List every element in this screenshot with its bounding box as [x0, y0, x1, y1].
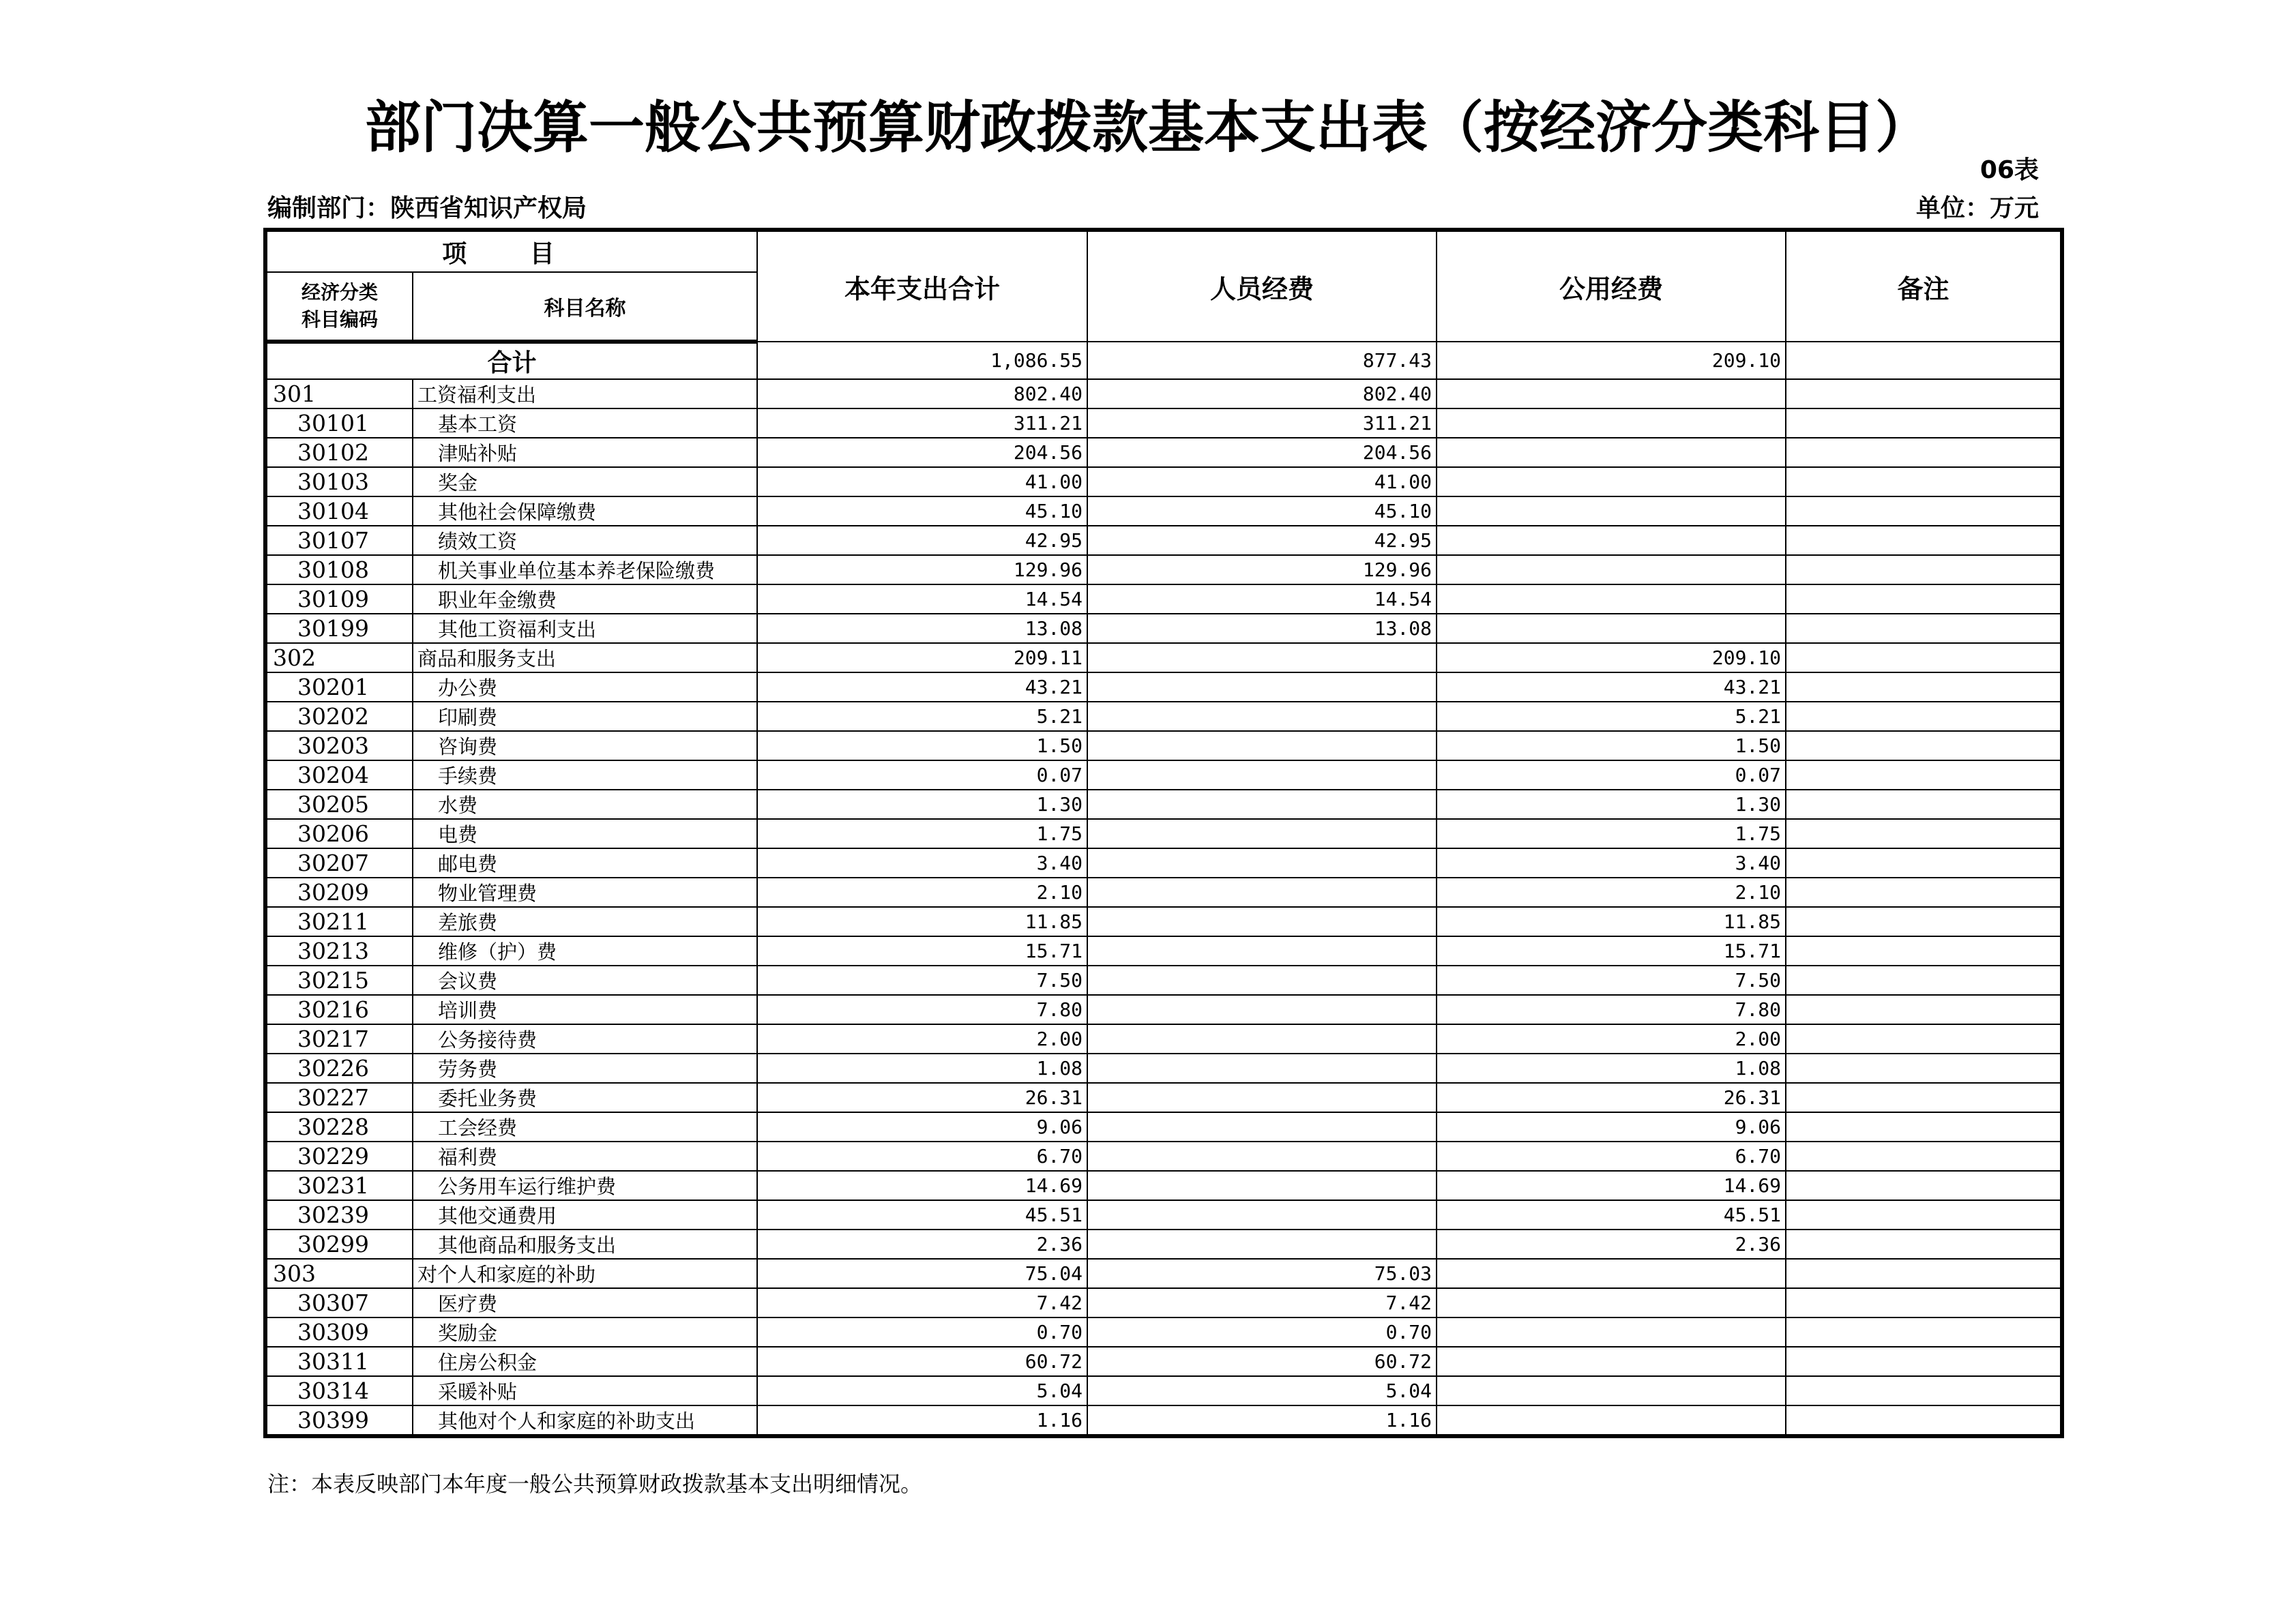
- row-name: 住房公积金: [413, 1347, 757, 1376]
- table-header: [265, 230, 2062, 342]
- row-personnel: [1087, 1083, 1437, 1112]
- row-total: 5.04: [757, 1376, 1087, 1405]
- row-personnel: 311.21: [1087, 408, 1437, 438]
- row-total: 129.96: [757, 555, 1087, 584]
- row-personnel: [1087, 936, 1437, 966]
- row-code: 30202: [265, 702, 413, 731]
- row-personnel: 60.72: [1087, 1347, 1437, 1376]
- row-personnel: [1087, 702, 1437, 731]
- row-personnel: [1087, 907, 1437, 936]
- row-total: 42.95: [757, 526, 1087, 555]
- row-total: 15.71: [757, 936, 1087, 966]
- compiling-department: 编制部门：陕西省知识产权局: [267, 194, 587, 222]
- row-code: 30399: [265, 1405, 413, 1436]
- row-code: 30228: [265, 1112, 413, 1142]
- row-public: [1437, 1288, 1786, 1317]
- row-code: 30107: [265, 526, 413, 555]
- row-remark: [1786, 467, 2062, 496]
- row-code: 30104: [265, 496, 413, 526]
- row-personnel: 129.96: [1087, 555, 1437, 584]
- row-public: 1.75: [1437, 819, 1786, 848]
- row-public: 11.85: [1437, 907, 1786, 936]
- row-total: 1.75: [757, 819, 1087, 848]
- row-name: 物业管理费: [413, 878, 757, 907]
- row-name: 机关事业单位基本养老保险缴费: [413, 555, 757, 584]
- table-row: [265, 1376, 2062, 1405]
- table-row: [265, 496, 2062, 526]
- row-code: 30199: [265, 614, 413, 643]
- row-code: 30206: [265, 819, 413, 848]
- row-code: 30204: [265, 760, 413, 790]
- table-row: [265, 379, 2062, 408]
- unit-label: 单位：万元: [1915, 194, 2039, 222]
- row-public: [1437, 555, 1786, 584]
- row-public: [1437, 584, 1786, 614]
- row-name: 维修（护）费: [413, 936, 757, 966]
- row-name: 其他交通费用: [413, 1200, 757, 1230]
- row-code: 30215: [265, 966, 413, 995]
- row-personnel: [1087, 966, 1437, 995]
- row-total: 75.04: [757, 1259, 1087, 1288]
- table-row: [265, 936, 2062, 966]
- row-code: 30209: [265, 878, 413, 907]
- row-personnel: [1087, 1054, 1437, 1083]
- total-public: 209.10: [1437, 342, 1786, 379]
- row-public: [1437, 496, 1786, 526]
- row-name: 其他商品和服务支出: [413, 1230, 757, 1259]
- row-remark: [1786, 702, 2062, 731]
- row-code: 30299: [265, 1230, 413, 1259]
- row-name: 奖金: [413, 467, 757, 496]
- row-remark: [1786, 643, 2062, 672]
- row-public: [1437, 1405, 1786, 1436]
- row-total: 9.06: [757, 1112, 1087, 1142]
- row-remark: [1786, 995, 2062, 1024]
- row-total: 5.21: [757, 702, 1087, 731]
- row-total: 6.70: [757, 1142, 1087, 1171]
- table-row: [265, 1171, 2062, 1200]
- total-remark: [1786, 342, 2062, 379]
- table-row: [265, 643, 2062, 672]
- row-remark: [1786, 496, 2062, 526]
- row-name: 绩效工资: [413, 526, 757, 555]
- row-name: 公务用车运行维护费: [413, 1171, 757, 1200]
- row-public: 14.69: [1437, 1171, 1786, 1200]
- row-name: 水费: [413, 790, 757, 819]
- row-name: 办公费: [413, 672, 757, 702]
- row-code: 30307: [265, 1288, 413, 1317]
- row-total: 0.70: [757, 1317, 1087, 1347]
- row-total: 7.50: [757, 966, 1087, 995]
- row-public: 6.70: [1437, 1142, 1786, 1171]
- row-name: 差旅费: [413, 907, 757, 936]
- row-name: 工会经费: [413, 1112, 757, 1142]
- row-remark: [1786, 1347, 2062, 1376]
- row-total: 3.40: [757, 848, 1087, 878]
- row-public: [1437, 467, 1786, 496]
- row-remark: [1786, 379, 2062, 408]
- row-total: 1.08: [757, 1054, 1087, 1083]
- table-row: [265, 1142, 2062, 1171]
- row-public: [1437, 614, 1786, 643]
- table-row: [265, 526, 2062, 555]
- row-total: 11.85: [757, 907, 1087, 936]
- row-public: [1437, 438, 1786, 467]
- row-name: 奖励金: [413, 1317, 757, 1347]
- row-personnel: 802.40: [1087, 379, 1437, 408]
- row-total: 2.00: [757, 1024, 1087, 1054]
- row-code: 30239: [265, 1200, 413, 1230]
- row-total: 2.36: [757, 1230, 1087, 1259]
- row-personnel: 14.54: [1087, 584, 1437, 614]
- table-row: [265, 1054, 2062, 1083]
- table-row: [265, 438, 2062, 467]
- row-personnel: [1087, 995, 1437, 1024]
- row-code: 30216: [265, 995, 413, 1024]
- row-remark: [1786, 731, 2062, 760]
- row-remark: [1786, 966, 2062, 995]
- table-row: [265, 731, 2062, 760]
- table-row: [265, 408, 2062, 438]
- row-personnel: 42.95: [1087, 526, 1437, 555]
- row-public: 5.21: [1437, 702, 1786, 731]
- row-public: 7.50: [1437, 966, 1786, 995]
- row-code: 30314: [265, 1376, 413, 1405]
- row-name: 其他对个人和家庭的补助支出: [413, 1405, 757, 1436]
- row-remark: [1786, 1054, 2062, 1083]
- row-remark: [1786, 1317, 2062, 1347]
- row-name: 手续费: [413, 760, 757, 790]
- row-remark: [1786, 1259, 2062, 1288]
- row-public: 3.40: [1437, 848, 1786, 878]
- row-personnel: 1.16: [1087, 1405, 1437, 1436]
- row-name: 邮电费: [413, 848, 757, 878]
- row-personnel: 0.70: [1087, 1317, 1437, 1347]
- table-row: [265, 790, 2062, 819]
- row-remark: [1786, 907, 2062, 936]
- row-code: 30205: [265, 790, 413, 819]
- row-remark: [1786, 672, 2062, 702]
- row-name: 会议费: [413, 966, 757, 995]
- row-name: 采暖补贴: [413, 1376, 757, 1405]
- row-public: 1.30: [1437, 790, 1786, 819]
- row-code: 30311: [265, 1347, 413, 1376]
- row-remark: [1786, 760, 2062, 790]
- row-public: [1437, 408, 1786, 438]
- row-public: 9.06: [1437, 1112, 1786, 1142]
- row-name: 培训费: [413, 995, 757, 1024]
- row-remark: [1786, 526, 2062, 555]
- row-remark: [1786, 936, 2062, 966]
- row-total: 14.54: [757, 584, 1087, 614]
- row-name: 公务接待费: [413, 1024, 757, 1054]
- row-code: 30227: [265, 1083, 413, 1112]
- row-name: 津贴补贴: [413, 438, 757, 467]
- table-row: [265, 760, 2062, 790]
- row-name: 工资福利支出: [413, 379, 757, 408]
- row-code: 30229: [265, 1142, 413, 1171]
- row-personnel: [1087, 643, 1437, 672]
- table-row: [265, 702, 2062, 731]
- row-remark: [1786, 555, 2062, 584]
- row-name: 职业年金缴费: [413, 584, 757, 614]
- row-personnel: 41.00: [1087, 467, 1437, 496]
- row-name: 其他工资福利支出: [413, 614, 757, 643]
- table-row: [265, 907, 2062, 936]
- row-code: 30101: [265, 408, 413, 438]
- table-row: [265, 584, 2062, 614]
- row-remark: [1786, 1112, 2062, 1142]
- table-row: [265, 1405, 2062, 1436]
- header-remark: 备注: [1786, 230, 2062, 342]
- row-code: 30201: [265, 672, 413, 702]
- report-title: 部门决算一般公共预算财政拨款基本支出表（按经济分类科目）: [364, 95, 1931, 160]
- table-row: [265, 848, 2062, 878]
- row-code: 30207: [265, 848, 413, 878]
- row-personnel: [1087, 878, 1437, 907]
- row-total: 60.72: [757, 1347, 1087, 1376]
- row-code: 30217: [265, 1024, 413, 1054]
- header-code-line2: 科目编码: [301, 308, 378, 331]
- row-personnel: [1087, 819, 1437, 848]
- row-personnel: [1087, 1171, 1437, 1200]
- row-total: 13.08: [757, 614, 1087, 643]
- row-public: 26.31: [1437, 1083, 1786, 1112]
- row-personnel: 13.08: [1087, 614, 1437, 643]
- table-row: [265, 614, 2062, 643]
- header-item: 项 目: [265, 230, 757, 272]
- row-total: 45.51: [757, 1200, 1087, 1230]
- row-remark: [1786, 790, 2062, 819]
- row-remark: [1786, 584, 2062, 614]
- row-total: 1.16: [757, 1405, 1087, 1436]
- header-total: 本年支出合计: [757, 230, 1087, 342]
- row-remark: [1786, 819, 2062, 848]
- row-remark: [1786, 1200, 2062, 1230]
- row-name: 基本工资: [413, 408, 757, 438]
- row-public: 43.21: [1437, 672, 1786, 702]
- row-total: 209.11: [757, 643, 1087, 672]
- table-row: [265, 966, 2062, 995]
- row-code: 302: [265, 643, 413, 672]
- row-remark: [1786, 614, 2062, 643]
- row-code: 30203: [265, 731, 413, 760]
- table-row: [265, 1347, 2062, 1376]
- row-public: 209.10: [1437, 643, 1786, 672]
- header-name: 科目名称: [413, 272, 757, 342]
- row-personnel: [1087, 672, 1437, 702]
- row-total: 0.07: [757, 760, 1087, 790]
- header-public: 公用经费: [1437, 230, 1786, 342]
- row-remark: [1786, 1024, 2062, 1054]
- table-row: [265, 995, 2062, 1024]
- table-row: [265, 672, 2062, 702]
- row-code: 303: [265, 1259, 413, 1288]
- row-code: 30211: [265, 907, 413, 936]
- row-name: 其他社会保障缴费: [413, 496, 757, 526]
- row-name: 电费: [413, 819, 757, 848]
- row-public: 45.51: [1437, 1200, 1786, 1230]
- row-total: 7.80: [757, 995, 1087, 1024]
- table-row: [265, 1024, 2062, 1054]
- row-remark: [1786, 1083, 2062, 1112]
- row-remark: [1786, 1230, 2062, 1259]
- total-row: [265, 342, 2062, 379]
- row-code: 30109: [265, 584, 413, 614]
- row-public: 7.80: [1437, 995, 1786, 1024]
- row-personnel: 204.56: [1087, 438, 1437, 467]
- row-personnel: [1087, 848, 1437, 878]
- row-public: 2.00: [1437, 1024, 1786, 1054]
- table-row: [265, 819, 2062, 848]
- row-code: 30226: [265, 1054, 413, 1083]
- row-public: 1.50: [1437, 731, 1786, 760]
- row-total: 1.30: [757, 790, 1087, 819]
- table-row: [265, 1083, 2062, 1112]
- row-code: 30103: [265, 467, 413, 496]
- row-public: [1437, 1347, 1786, 1376]
- row-public: [1437, 1376, 1786, 1405]
- table-body: [265, 342, 2062, 1436]
- row-public: 1.08: [1437, 1054, 1786, 1083]
- row-total: 2.10: [757, 878, 1087, 907]
- row-total: 311.21: [757, 408, 1087, 438]
- row-total: 26.31: [757, 1083, 1087, 1112]
- row-name: 咨询费: [413, 731, 757, 760]
- row-public: [1437, 1259, 1786, 1288]
- row-code: 30102: [265, 438, 413, 467]
- row-public: [1437, 526, 1786, 555]
- table-row: [265, 1259, 2062, 1288]
- row-remark: [1786, 438, 2062, 467]
- row-personnel: [1087, 790, 1437, 819]
- row-personnel: [1087, 1230, 1437, 1259]
- row-code: 30108: [265, 555, 413, 584]
- row-total: 14.69: [757, 1171, 1087, 1200]
- header-personnel: 人员经费: [1087, 230, 1437, 342]
- table-row: [265, 1230, 2062, 1259]
- row-personnel: 75.03: [1087, 1259, 1437, 1288]
- row-public: 2.10: [1437, 878, 1786, 907]
- table-row: [265, 1317, 2062, 1347]
- row-personnel: 7.42: [1087, 1288, 1437, 1317]
- row-name: 印刷费: [413, 702, 757, 731]
- row-total: 7.42: [757, 1288, 1087, 1317]
- row-personnel: [1087, 760, 1437, 790]
- row-name: 福利费: [413, 1142, 757, 1171]
- table-row: [265, 1112, 2062, 1142]
- row-total: 45.10: [757, 496, 1087, 526]
- row-code: 301: [265, 379, 413, 408]
- row-total: 802.40: [757, 379, 1087, 408]
- row-personnel: [1087, 731, 1437, 760]
- row-total: 204.56: [757, 438, 1087, 467]
- row-remark: [1786, 1171, 2062, 1200]
- row-public: 15.71: [1437, 936, 1786, 966]
- header-code-line1: 经济分类: [301, 281, 378, 303]
- row-name: 对个人和家庭的补助: [413, 1259, 757, 1288]
- row-public: [1437, 379, 1786, 408]
- row-name: 委托业务费: [413, 1083, 757, 1112]
- row-public: 0.07: [1437, 760, 1786, 790]
- header-code: [265, 272, 413, 342]
- row-name: 商品和服务支出: [413, 643, 757, 672]
- row-name: 劳务费: [413, 1054, 757, 1083]
- row-personnel: 5.04: [1087, 1376, 1437, 1405]
- row-remark: [1786, 848, 2062, 878]
- row-name: 医疗费: [413, 1288, 757, 1317]
- row-personnel: [1087, 1200, 1437, 1230]
- row-personnel: [1087, 1142, 1437, 1171]
- row-code: 30231: [265, 1171, 413, 1200]
- table-row: [265, 467, 2062, 496]
- row-personnel: [1087, 1024, 1437, 1054]
- row-personnel: [1087, 1112, 1437, 1142]
- table-row: [265, 878, 2062, 907]
- row-public: 2.36: [1437, 1230, 1786, 1259]
- table-row: [265, 1200, 2062, 1230]
- row-remark: [1786, 1142, 2062, 1171]
- row-remark: [1786, 1405, 2062, 1436]
- row-total: 43.21: [757, 672, 1087, 702]
- total-amount: 1,086.55: [757, 342, 1087, 379]
- row-remark: [1786, 878, 2062, 907]
- row-code: 30309: [265, 1317, 413, 1347]
- expenditure-table: [263, 228, 2064, 1438]
- total-label: 合计: [265, 342, 757, 379]
- total-personnel: 877.43: [1087, 342, 1437, 379]
- row-total: 1.50: [757, 731, 1087, 760]
- row-remark: [1786, 408, 2062, 438]
- table-row: [265, 1288, 2062, 1317]
- table-row: [265, 555, 2062, 584]
- row-personnel: 45.10: [1087, 496, 1437, 526]
- table-number: 06表: [1979, 156, 2039, 184]
- row-remark: [1786, 1288, 2062, 1317]
- row-remark: [1786, 1376, 2062, 1405]
- row-public: [1437, 1317, 1786, 1347]
- row-code: 30213: [265, 936, 413, 966]
- table-note: 注：本表反映部门本年度一般公共预算财政拨款基本支出明细情况。: [267, 1471, 923, 1497]
- row-total: 41.00: [757, 467, 1087, 496]
